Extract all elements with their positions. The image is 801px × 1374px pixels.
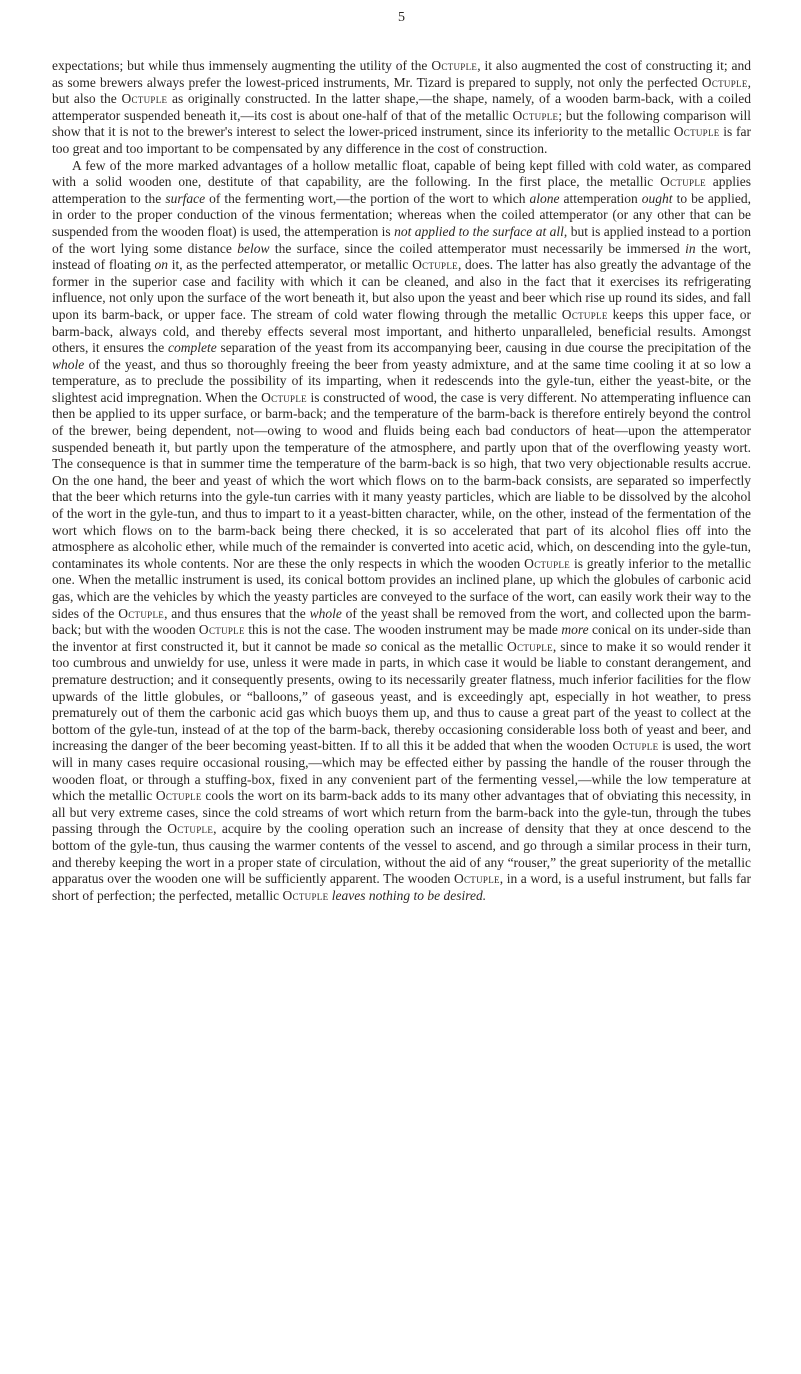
octuple-term: Octuple bbox=[282, 887, 329, 903]
octuple-term: Octuple bbox=[431, 58, 478, 73]
text-run: keeps this upper face, or barm-back, always cold, and thereby effects several most important, and hitherto unparalleled, beneficial results. Amongst others, it ensures the bbox=[52, 306, 752, 356]
text-run: it, as the perfected attemperator, or metallic bbox=[168, 257, 413, 273]
italic-text: in bbox=[685, 240, 696, 256]
text-run: is used, the wort will in many cases require occasional rousing,—which may be effected either by passing the handle of the rouser through the wooden float, or through a stuffing-box, fixed in any convenient part of the fermenting vessel,—while the low temperature at which the metallic bbox=[52, 738, 751, 804]
text-run: conical as the metallic bbox=[376, 638, 508, 654]
text-run: as originally constructed. In the latter shape,—the shape, namely, of a wooden barm-back, with a coiled attemperator suspended beneath it,—its cost is about one-half of that of the metallic bbox=[52, 91, 751, 123]
body-text bbox=[52, 58, 751, 904]
italic-text: ought bbox=[641, 190, 673, 206]
text-run: conical on its under-side than the inventor at first constructed it, but it cannot be made bbox=[52, 622, 751, 654]
text-run: expectations; but while thus immensely augmenting the utility of the bbox=[52, 58, 432, 73]
italic-text: whole bbox=[309, 605, 342, 621]
octuple-term: Octuple bbox=[612, 738, 659, 754]
octuple-term: Octuple bbox=[198, 622, 245, 638]
italic-text: whole bbox=[52, 356, 85, 372]
text-run: is constructed of wood, the case is very different. No attemperating influence can then be applied to its upper surface, or barm-back; and the temperature of the barm-back is therefore entirely beyond the control of the brewer, being dependent, not—owing to wood and fluids being each bad conductors of heat—upon the attemperator suspended beneath it, but partly upon the temperature of the atmosphere, and partly upon that of the overflowing yeasty wort. The consequence is that in summer time the temperature of the barm-back is so high, that two very objectionable results accrue. On the one hand, the beer and yeast of which the wort which flows on to the barm-back consists, are separated so imperfectly that the beer which returns into the gyle-tun carries with it many yeasty particles, which are liable to be dissolved by the alcohol of the wort in the gyle-tun, and thus to impart to it a yeast-bitten character, while, on the other, instead of the fermentation of the wort which flows on to the barm-back being there checked, it is so accelerated that part of its alcohol flies off into the atmosphere as alcoholic ether, while much of the remainder is converted into acetic acid, which, on descending into the gyle-tun, contaminates its whole contents. Nor are these the only respects in which the wooden bbox=[52, 389, 752, 571]
text-run: of the fermenting wort,—the portion of the wort to which bbox=[205, 190, 530, 206]
octuple-term: Octuple bbox=[121, 91, 168, 107]
text-run: is far too great and too important to be compensated by any difference in the cost of construction. bbox=[52, 124, 751, 156]
octuple-term: Octuple bbox=[453, 871, 500, 887]
octuple-term: Octuple bbox=[512, 107, 559, 123]
octuple-term: Octuple bbox=[701, 74, 748, 90]
octuple-term: Octuple bbox=[507, 638, 553, 654]
text-run: the wort, instead of floating bbox=[52, 240, 751, 273]
italic-text: surface bbox=[165, 190, 206, 206]
text-run: , since to make it so would render it too cumbrous and unwieldy for use, unless it were made in parts, in which case it would be liable to constant derangement, and premature destruction; and it consequently presents, owing to its necessarily greater flatness, much inferior facilities for the flow upwards of the little globules, or “balloons,” of gaseous yeast, and is exceedingly apt, especially in hot weather, to press prematurely out of them the carbonic acid gas which buoys them up, and thus to cause a great part of the yeast to collect at the bottom of the gyle-tun, instead of at the top of the barm-back, thereby occasioning considerable loss both of yeast and beer, and increasing the danger of the beer becoming yeast-bitten. If to all this it be added that when the wooden bbox=[52, 638, 751, 754]
octuple-term: Octuple bbox=[673, 124, 720, 140]
italic-text: complete bbox=[168, 340, 217, 356]
italic-text: below bbox=[237, 240, 270, 256]
italic-text: so bbox=[364, 638, 377, 654]
text-run: , it also augmented the cost of constructing it; and as some brewers always prefer the lowest-priced instruments, Mr. Tizard is prepared to supply, not only the perfected bbox=[52, 58, 751, 90]
octuple-term: Octuple bbox=[660, 174, 706, 190]
octuple-term: Octuple bbox=[118, 605, 165, 621]
octuple-term: Octuple bbox=[155, 788, 202, 804]
paragraph-1 bbox=[52, 58, 751, 158]
text-run: ; but the following comparison will show that it is not to the brewer's interest to select the lower-priced instrument, since its inferiority to the metallic bbox=[52, 107, 751, 140]
text-run: applies attemperation to the bbox=[52, 174, 751, 206]
text-run: , acquire by the cooling operation such an increase of density that they at once descend to the bottom of the gyle-tun, thus causing the warmer contents of the vessel to ascend, and go through a similar process in their turn, and thereby keeping the wort in a proper state of circulation, without the aid of any “rouser,” the great superiority of the metallic apparatus over the wooden one will be sufficiently apparent. The wooden bbox=[52, 821, 751, 887]
text-run: A few of the more marked advantages of a hollow metallic float, capable of being kept filled with cold water, as compared with a solid wooden one, destitute of that capability, are the following. In the first place, the metallic bbox=[52, 157, 751, 190]
text-run: , but also the bbox=[52, 74, 751, 107]
text-run: of the yeast shall be removed from the wort, and collected upon the barm-back; but with the wooden bbox=[52, 605, 751, 638]
octuple-term: Octuple bbox=[261, 389, 307, 405]
text-run: , and thus ensures that the bbox=[164, 605, 310, 621]
octuple-term: Octuple bbox=[167, 821, 214, 837]
text-run: to be applied, in order to the proper conduction of the vinous fermentation; whereas when the coiled attemperator (or any other that can be suspended from the wooden float) is used, the attemperation is bbox=[52, 190, 751, 239]
text-run: attemperation bbox=[559, 190, 642, 206]
text-run: the surface, since the coiled attemperator must necessarily be immersed bbox=[269, 240, 686, 256]
octuple-term: Octuple bbox=[561, 306, 608, 322]
text-run: cools the wort on its barm-back adds to its many other advantages that of obviating this necessity, in all but very extreme cases, since the cold streams of wort which return from the barm-back into the gyle-tun, through the tubes passing through the bbox=[52, 788, 752, 837]
octuple-term: Octuple bbox=[412, 257, 458, 273]
text-run: , does. The latter has also greatly the advantage of the former in the superior case and facility with which it can be cleaned, and also in the fact that it exercises its refrigerating influence, not only upon the surface of the wort beneath it, but also upon the yeast and beer which rise up round its sides, and fall upon its barm-back, or upper face. The stream of cold water flowing through the metallic bbox=[52, 257, 751, 322]
text-run: , but is applied instead to a portion of the wort lying some distance bbox=[52, 223, 751, 256]
octuple-term: Octuple bbox=[524, 555, 571, 571]
italic-text: leaves nothing to be desired. bbox=[328, 887, 487, 903]
text-run: , in a word, is a useful instrument, but falls far short of perfection; the perfected, metallic bbox=[52, 871, 751, 903]
text-run: separation of the yeast from its accompanying beer, causing in due course the precipitation of the bbox=[216, 340, 751, 356]
text-run: of the yeast, and thus so thoroughly freeing the beer from yeasty admixture, and at the same time cooling it at so low a temperature, as to preclude the possibility of its imparting, when it redescends into the gyle-tun, either the yeast-bite, or the slightest acid impregnation. When the bbox=[52, 356, 751, 405]
italic-text: not applied to the surface at all bbox=[394, 223, 564, 239]
text-run: is greatly inferior to the metallic one. When the metallic instrument is used, its conical bottom provides an inclined plane, up which the globules of carbonic acid gas, which are the vehicles by which the yeasty particles are conveyed to the surface of the wort, can easily work their way to the sides of the bbox=[52, 555, 751, 621]
text-run: this is not the case. The wooden instrument may be made bbox=[244, 622, 562, 638]
italic-text: more bbox=[561, 622, 589, 638]
paragraph-2 bbox=[52, 158, 751, 905]
page-number: 5 bbox=[398, 10, 405, 25]
italic-text: on bbox=[154, 257, 169, 273]
italic-text: alone bbox=[529, 190, 560, 206]
